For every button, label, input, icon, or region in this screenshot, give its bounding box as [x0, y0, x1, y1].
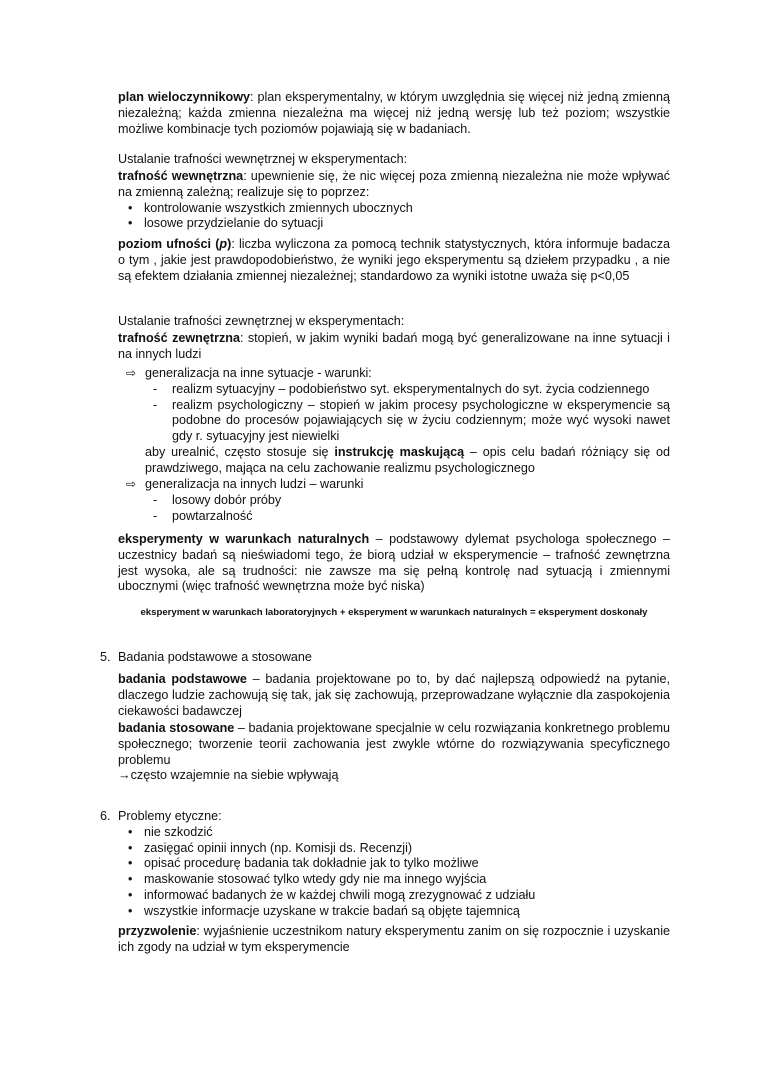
heading-internal-validity: Ustalanie trafności wewnętrznej w eksperymentach: — [118, 152, 408, 166]
section-number-6: 6. — [100, 809, 111, 823]
term-confidence-level: poziom ufności (p) — [118, 237, 232, 251]
list-item: • nie szkodzić — [118, 825, 670, 841]
mutual-influence-note: →często wzajemnie na siebie wpływają — [118, 768, 339, 783]
term-basic-research: badania podstawowe — [118, 672, 247, 686]
list-item: • informować badanych że w każdej chwili mogą zrezygnować z udziału — [118, 888, 670, 904]
section-title-5: Badania podstawowe a stosowane — [118, 650, 312, 664]
list-item: • kontrolowanie wszystkich zmiennych ubocznych — [118, 201, 670, 217]
arrow-right-icon: → — [118, 768, 131, 783]
term-internal-validity: trafność wewnętrzna — [118, 169, 244, 183]
definition-consent: przyzwolenie: wyjaśnienie uczestnikom natury eksperymentu zanim on się rozpocznie i uzyskanie ich zgody na udział w tym eksperymencie — [118, 924, 670, 954]
generalization-people — [118, 477, 670, 524]
definition-external-validity: trafność zewnętrzna: stopień, w jakim wyniki badań mogą być generalizowane na inne sytuacji i na innych ludzi — [118, 331, 670, 361]
definition-basic-research: badania podstawowe – badania projektowane po to, by dać najlepszą odpowiedź na pytanie, dlaczego ludzie zachowują się tak, jak się zachowują, przeprowadzane wyłącznie dla zaspokojenia ciekawości badawczej — [118, 672, 670, 718]
hollow-arrow-icon: ⇨ — [126, 366, 137, 380]
equation-note: eksperyment w warunkach laboratoryjnych + eksperyment w warunkach naturalnych = eksperyment doskonały — [140, 607, 648, 618]
people-conditions-list — [118, 493, 670, 525]
term-external-validity: trafność zewnętrzna — [118, 331, 240, 345]
list-item: • losowe przydzielanie do sytuacji — [118, 216, 670, 232]
internal-validity-list — [118, 201, 670, 233]
term-applied-research: badania stosowane — [118, 721, 235, 735]
list-item: - losowy dobór próby — [145, 493, 670, 509]
list-item: • zasięgać opinii innych (np. Komisji ds. Recenzji) — [118, 841, 670, 857]
generalization-people-label: generalizacja na innych ludzi – warunki — [145, 477, 364, 491]
section-number-5: 5. — [100, 650, 111, 664]
generalization-situations-label: generalizacja na inne sytuacje - warunki: — [145, 366, 372, 380]
list-item: - powtarzalność — [145, 509, 670, 525]
hollow-arrow-icon: ⇨ — [126, 477, 137, 491]
list-item: - realizm psychologiczny – stopień w jakim procesy psychologiczne w eksperymencie są podobne do procesów pojawiających się w życiu codziennym; może wyć wysoki nawet gdy r. sytuacyjny jest niewielki — [145, 398, 670, 445]
definition-plan: plan wieloczynnikowy: plan eksperymentalny, w którym uwzględnia się więcej niż jedną zmienną niezależną; każda zmienna niezależna ma więcej niż jedną wersję lub też poziom; wszystkie możliwe kombinacje tych poziomów pojawiają się w badaniach. — [118, 90, 670, 136]
section-6 — [118, 809, 670, 920]
list-item: • maskowanie stosować tylko wtedy gdy nie ma innego wyjścia — [118, 872, 670, 888]
generalization-situations — [118, 366, 670, 477]
section-title-6: Problemy etyczne: — [118, 809, 222, 823]
ethics-list — [118, 825, 670, 920]
definition-applied-research: badania stosowane – badania projektowane specjalnie w celu rozwiązania konkretnego problemu społecznego; tworzenie teorii zachowania jest zwykle wtórne do rozwiązywania specyficznego problemu →często wzajemnie na siebie wpływają — [118, 721, 670, 783]
masking-note: aby urealnić, często stosuje się instrukcję maskującą – opis celu badań różniący się od prawdziwego, mająca na celu zachowanie realizmu psychologicznego — [145, 444, 670, 475]
list-item: - realizm sytuacyjny – podobieństwo syt. eksperymentalnych do syt. życia codziennego — [145, 382, 670, 398]
situations-conditions-list — [118, 382, 670, 445]
term-masking-instruction: instrukcję maskującą — [334, 444, 465, 459]
definition-internal-validity: trafność wewnętrzna: upewnienie się, że nic więcej poza zmienną niezależna nie może wpływać na zmienną zależną; realizuje się to poprzez: • kontrolowanie wszystkich zmiennych ubocznych • losowe przydzielanie do sytuacji — [118, 169, 670, 232]
term-consent: przyzwolenie — [118, 924, 197, 938]
definition-natural-experiments: eksperymenty w warunkach naturalnych – podstawowy dylemat psychologa społecznego – uczestnicy badań są nieświadomi tego, że biorą udział w eksperymencie – trafność zewnętrzna jest wysoka, ale są trudności: nie zawsze ma się pełną kontrolę nad sytuacją i zmiennymi ubocznymi (więc trafność wewnętrzna może być niska) — [118, 532, 670, 594]
term-plan: plan wieloczynnikowy — [118, 90, 251, 104]
list-item: • opisać procedurę badania tak dokładnie jak to tylko możliwe — [118, 856, 670, 872]
term-natural-experiments: eksperymenty w warunkach naturalnych — [118, 532, 370, 546]
heading-external-validity: Ustalanie trafności zewnętrznej w eksperymentach: — [118, 314, 405, 328]
definition-confidence-level: poziom ufności (p): liczba wyliczona za pomocą technik statystycznych, która informuje badacza o tym , jakie jest prawdopodobieństwo, że wyniki jego eksperymentu są dziełem przypadku , a nie są efektem działania zmiennej niezależnej; standardowo za wyniki istotne uważa się p<0,05 — [118, 237, 671, 283]
list-item: • wszystkie informacje uzyskane w trakcie badań są objęte tajemnicą — [118, 904, 670, 920]
